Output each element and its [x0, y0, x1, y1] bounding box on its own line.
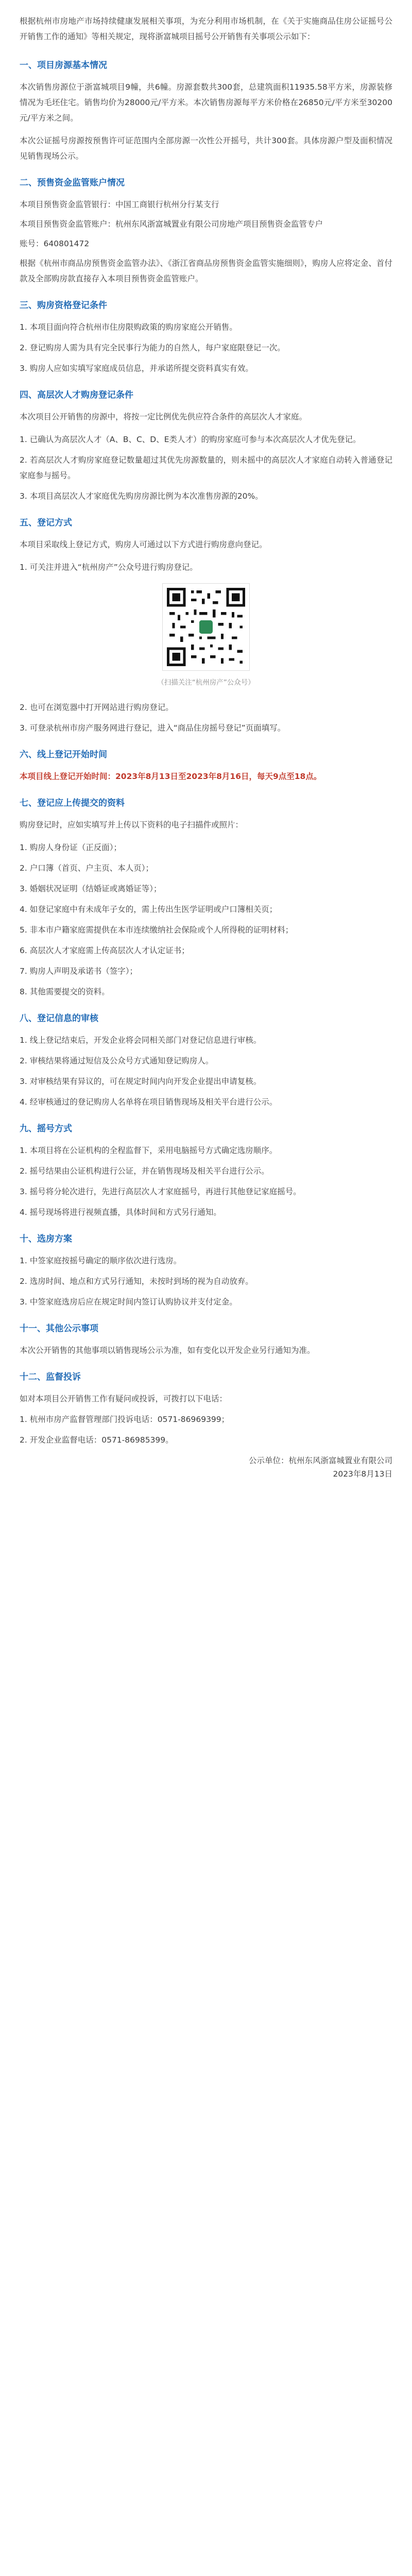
list-item: 2. 选房时间、地点和方式另行通知，未按时到场的视为自动放弃。 [20, 1277, 253, 1286]
qr-code-caption: （扫描关注“杭州房产”公众号） [157, 679, 255, 687]
paragraph: 本项目预售资金监管账户：杭州东风浙富城置业有限公司房地产项目预售资金监管专户 [20, 219, 323, 229]
list-item: 4. 经审核通过的登记购房人名单将在项目销售现场及相关平台进行公示。 [20, 1097, 278, 1107]
list-item: 1. 杭州市房产监督管理部门投诉电话：0571-86969399； [20, 1415, 230, 1424]
list-item: 1. 本项目面向符合杭州市住房限购政策的购房家庭公开销售。 [20, 323, 237, 332]
list-item: 3. 本项目高层次人才家庭优先购房房源比例为本次准售房源的20%。 [20, 492, 263, 501]
section-title-8: 八、登记信息的审核 [20, 1013, 98, 1024]
list-item: 2. 摇号结果由公证机构进行公证，并在销售现场及相关平台进行公示。 [20, 1166, 269, 1176]
list-item: 4. 如登记家庭中有未成年子女的，需上传出生医学证明或户口簿相关页； [20, 905, 278, 914]
qr-code-image [162, 583, 250, 671]
list-item: 3. 对审核结果有异议的，可在规定时间内向开发企业提出申请复核。 [20, 1077, 262, 1086]
paragraph: 本次销售房源位于浙富城项目9幢，共6幢。房源套数共300套，总建筑面积11935.58平方米，房源装修情况为毛坯住宅。销售均价为28000元/平方米。本次销售房源每平方米价格在26850元/平方米至30200元/平方米之间。 [20, 82, 392, 123]
qr-code-block [20, 583, 392, 671]
paragraph: 购房登记时，应如实填写并上传以下资料的电子扫描件或照片： [20, 820, 244, 829]
paragraph: 本次公开销售的其他事项以销售现场公示为准，如有变化以开发企业另行通知为准。 [20, 1346, 315, 1355]
section-title-11: 十一、其他公示事项 [20, 1324, 98, 1334]
paragraph: 本项目采取线上登记方式，购房人可通过以下方式进行购房意向登记。 [20, 540, 267, 549]
paragraph: 本项目预售资金监管银行：中国工商银行杭州分行某支行 [20, 200, 219, 209]
list-item: 2. 若高层次人才购房家庭登记数量超过其优先房源数量的，则未摇中的高层次人才家庭自动转入普通登记家庭参与摇号。 [20, 455, 392, 480]
paragraph: 本次公证摇号房源按预售许可证范围内全部房源一次性公开摇号，共计300套。具体房源户型及面积情况见销售现场公示。 [20, 136, 392, 161]
section-title-4: 四、高层次人才购房登记条件 [20, 390, 133, 400]
list-item: 1. 本项目将在公证机构的全程监督下，采用电脑摇号方式确定选房顺序。 [20, 1146, 278, 1155]
list-item: 1. 线上登记结束后，开发企业将会同相关部门对登记信息进行审核。 [20, 1036, 262, 1045]
list-item: 3. 婚姻状况证明（结婚证或离婚证等）； [20, 884, 162, 893]
section-title-5: 五、登记方式 [20, 518, 72, 528]
list-item: 3. 摇号将分轮次进行，先进行高层次人才家庭摇号，再进行其他登记家庭摇号。 [20, 1187, 301, 1196]
list-item: 1. 购房人身份证（正反面）； [20, 843, 122, 852]
list-item: 7. 购房人声明及承诺书（签字）； [20, 967, 138, 976]
section-title-6: 六、线上登记开始时间 [20, 750, 107, 760]
section-title-7: 七、登记应上传提交的资料 [20, 798, 125, 808]
intro-paragraph: 根据杭州市房地产市场持续健康发展相关事项，为充分利用市场机制，在《关于实施商品住房公证摇号公开销售工作的通知》等相关规定，现将浙富城项目摇号公开销售有关事项公示如下： [20, 16, 392, 41]
list-item: 3. 购房人应如实填写家庭成员信息，并承诺所提交资料真实有效。 [20, 364, 253, 373]
qr-code-icon [167, 588, 245, 666]
list-item: 1. 已确认为高层次人才（A、B、C、D、E类人才）的购房家庭可参与本次高层次人才优先登记。 [20, 435, 361, 444]
section-title-9: 九、摇号方式 [20, 1124, 72, 1134]
paragraph: 本次项目公开销售的房源中，将按一定比例优先供应符合条件的高层次人才家庭。 [20, 412, 307, 421]
list-item: 5. 非本市户籍家庭需提供在本市连续缴纳社会保险或个人所得税的证明材料； [20, 925, 294, 935]
list-item: 2. 审核结果将通过短信及公众号方式通知登记购房人。 [20, 1056, 214, 1065]
section-title-10: 十、选房方案 [20, 1234, 72, 1244]
footer-company: 公示单位：杭州东风浙富城置业有限公司 [248, 1456, 392, 1465]
section-title-12: 十二、监督投诉 [20, 1372, 81, 1382]
registration-time: 本项目线上登记开始时间：2023年8月13日至2023年8月16日，每天9点至18点。 [20, 772, 322, 781]
section-title-2: 二、预售资金监管账户情况 [20, 178, 125, 188]
list-item: 3. 中签家庭选房后应在规定时间内签订认购协议并支付定金。 [20, 1297, 237, 1307]
paragraph: 账号：640801472 [20, 239, 90, 248]
section-title-1: 一、项目房源基本情况 [20, 60, 107, 71]
list-item: 8. 其他需要提交的资料。 [20, 987, 110, 996]
list-item: 3. 可登录杭州市房产服务网进行登记，进入“商品住房摇号登记”页面填写。 [20, 723, 286, 733]
list-item: 2. 开发企业监督电话：0571-86985399。 [20, 1435, 174, 1445]
list-item: 如对本项目公开销售工作有疑问或投诉，可拨打以下电话： [20, 1394, 228, 1403]
list-item: 4. 摇号现场将进行视频直播，具体时间和方式另行通知。 [20, 1208, 221, 1217]
list-item: 1. 可关注并进入“杭州房产”公众号进行购房登记。 [20, 563, 198, 572]
footer-date: 2023年8月13日 [333, 1469, 392, 1479]
list-item: 1. 中签家庭按摇号确定的顺序依次进行选房。 [20, 1256, 182, 1265]
list-item: 2. 户口簿（首页、户主页、本人页）； [20, 863, 153, 873]
footer [20, 1454, 392, 1481]
list-item: 2. 也可在浏览器中打开网站进行购房登记。 [20, 703, 174, 712]
list-item: 6. 高层次人才家庭需上传高层次人才认定证书； [20, 946, 190, 955]
section-title-3: 三、购房资格登记条件 [20, 300, 107, 311]
paragraph: 根据《杭州市商品房预售资金监管办法》、《浙江省商品房预售资金监管实施细则》，购房人应将定金、首付款及全部购房款直接存入本项目预售资金监管账户。 [20, 259, 392, 283]
list-item: 2. 登记购房人需为具有完全民事行为能力的自然人，每户家庭限登记一次。 [20, 343, 285, 352]
